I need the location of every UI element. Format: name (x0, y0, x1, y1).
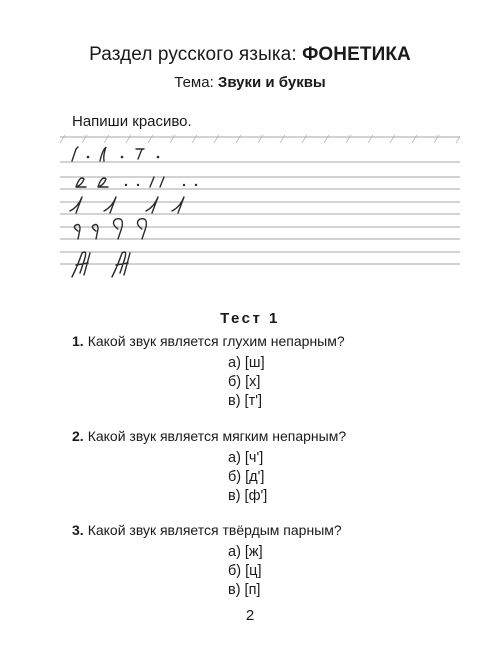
handwriting-stroke (70, 197, 82, 213)
answer-option (228, 487, 267, 506)
question-number: 1. (72, 333, 84, 349)
question-number: 3. (72, 522, 84, 538)
question-text: Какой звук является мягким непарным? (87, 428, 347, 444)
copybook-lines (60, 135, 460, 285)
answer-letter: в) (228, 582, 241, 598)
answer-option (228, 543, 263, 562)
section-name: ФОНЕТИКА (302, 44, 411, 65)
handwriting-stroke (113, 219, 122, 239)
question-2 (72, 428, 346, 444)
answer-option (228, 562, 263, 581)
question-text: Какой звук является твёрдым парным? (87, 522, 342, 538)
handwriting-dot (121, 156, 124, 159)
handwriting-copybook (60, 135, 460, 285)
handwriting-dot (195, 184, 197, 186)
handwriting-stroke (72, 252, 90, 277)
answer-list-2 (228, 449, 267, 506)
answer-value: [ш] (244, 355, 265, 371)
page-number: 2 (245, 607, 255, 624)
handwriting-stroke (98, 178, 108, 187)
handwriting-stroke (146, 197, 158, 213)
handwriting-stroke (72, 147, 78, 161)
handwriting-dot (137, 184, 139, 186)
answer-letter: б) (228, 563, 242, 579)
section-prefix: Раздел русского языка: (89, 44, 297, 65)
handwriting-stroke (104, 197, 116, 213)
handwriting-dot (125, 184, 127, 186)
handwriting-stroke (100, 147, 106, 161)
answer-letter: в) (228, 488, 241, 504)
answer-letter: а) (228, 450, 241, 466)
handwriting-stroke (160, 177, 164, 187)
handwriting-stroke (172, 197, 184, 213)
answer-option (228, 449, 267, 468)
answer-option (228, 354, 265, 373)
question-text: Какой звук является глухим непарным? (87, 333, 345, 349)
answer-letter: а) (228, 544, 241, 560)
answer-value: [п] (244, 582, 261, 598)
handwriting-stroke (136, 149, 144, 159)
question-1 (72, 333, 345, 349)
answer-value: [ч'] (244, 450, 264, 466)
answer-letter: в) (228, 393, 241, 409)
section-title (0, 44, 500, 66)
answer-option (228, 581, 263, 600)
answer-value: [т'] (244, 393, 263, 409)
question-number: 2. (72, 428, 84, 444)
answer-list-3 (228, 543, 263, 600)
handwriting-dot (87, 156, 90, 159)
theme-prefix: Тема: (174, 74, 214, 91)
answer-value: [х] (245, 374, 261, 390)
answer-value: [д'] (245, 469, 265, 485)
handwriting-stroke (76, 178, 86, 187)
theme-name: Звуки и буквы (217, 74, 326, 91)
theme-title (0, 74, 500, 91)
answer-letter: б) (228, 374, 242, 390)
instruction-text: Напиши красиво. (72, 113, 192, 130)
answer-letter: а) (228, 355, 241, 371)
answer-option (228, 392, 265, 411)
answer-value: [ж] (244, 544, 263, 560)
answer-letter: б) (228, 469, 242, 485)
handwriting-stroke (112, 252, 130, 277)
handwriting-dot (157, 156, 160, 159)
question-3 (72, 522, 342, 538)
handwriting-stroke (150, 177, 154, 187)
answer-option (228, 468, 267, 487)
test-title: Тест 1 (220, 310, 280, 327)
handwriting-dot (183, 184, 185, 186)
answer-list-1 (228, 354, 265, 411)
answer-option (228, 373, 265, 392)
handwriting-stroke (137, 219, 146, 239)
answer-value: [ф'] (244, 488, 268, 504)
answer-value: [ц] (245, 563, 262, 579)
